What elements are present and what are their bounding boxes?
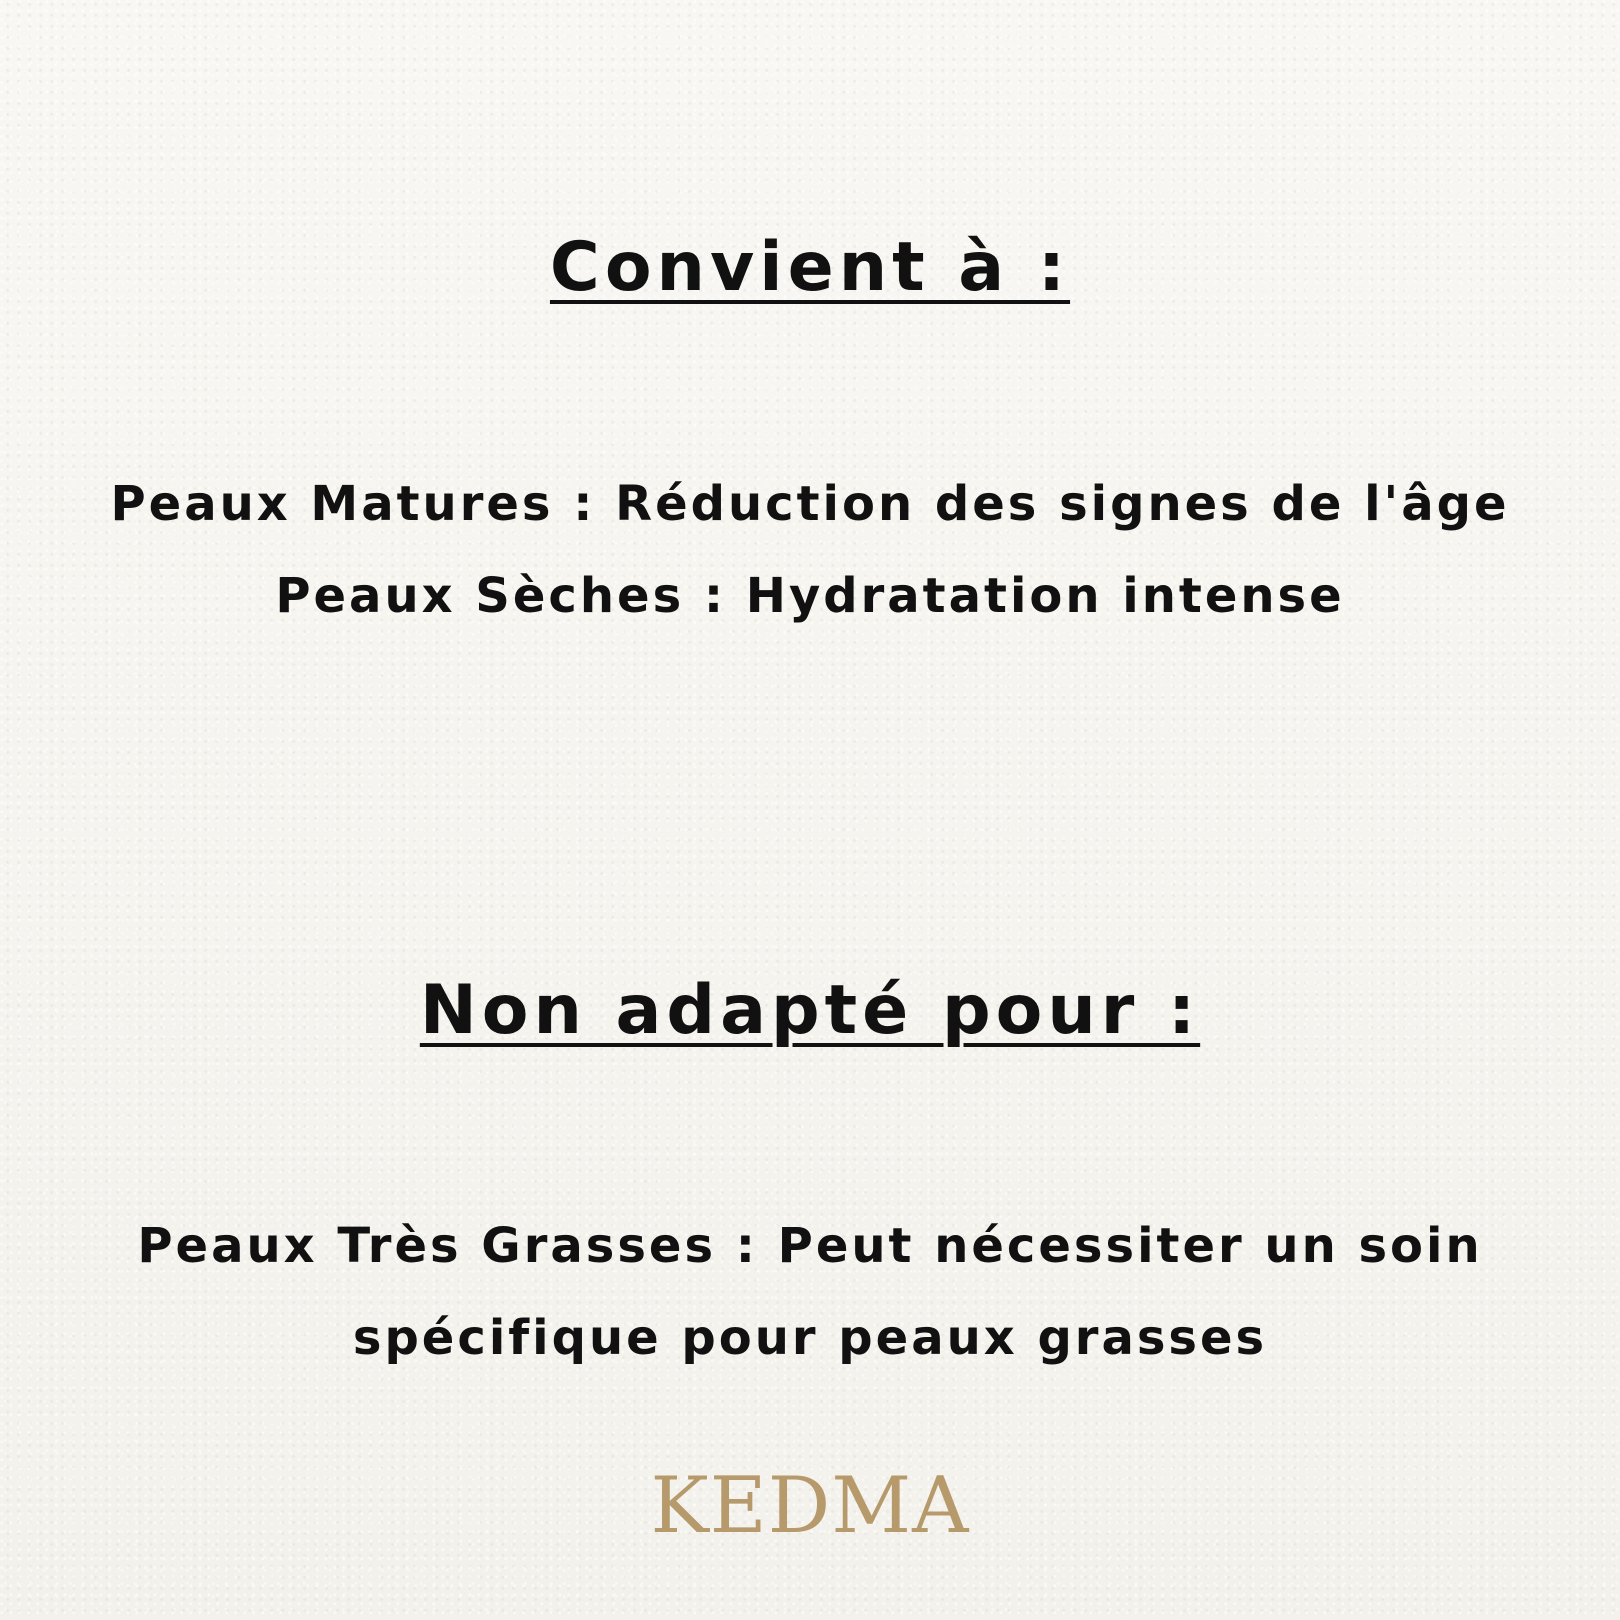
unsuitable-item-oily-skin-continued: spécifique pour peaux grasses	[352, 1310, 1268, 1366]
unsuitable-item-oily-skin: Peaux Très Grasses : Peut nécessiter un soin	[137, 1218, 1483, 1274]
suitable-item-mature-skin: Peaux Matures : Réduction des signes de l'âge	[110, 476, 1510, 532]
suitable-item-dry-skin: Peaux Sèches : Hydratation intense	[275, 568, 1345, 624]
suitable-for-heading: Convient à :	[549, 228, 1071, 307]
brand-logo: KEDMA	[650, 1461, 970, 1551]
not-suitable-for-heading: Non adapté pour :	[419, 971, 1201, 1050]
